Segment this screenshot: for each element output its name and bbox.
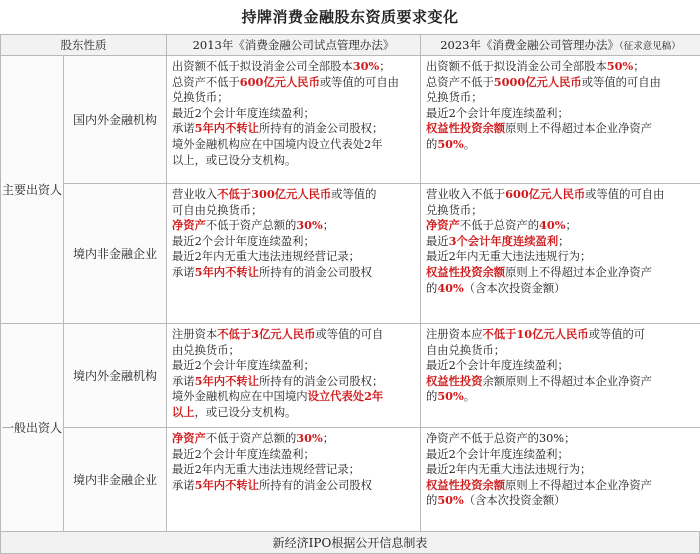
highlighted-text: 不低于10亿元人民币 bbox=[483, 327, 589, 341]
requirement-line bbox=[426, 389, 696, 405]
highlighted-text: 600亿元人民币 bbox=[240, 75, 320, 89]
requirement-text: 最近2个会计年度连续盈利； bbox=[172, 448, 315, 461]
requirement-text: 境外金融机构应在中国境内 bbox=[172, 390, 308, 403]
highlighted-text: 权益性投资余额 bbox=[426, 478, 505, 492]
requirement-line bbox=[426, 327, 696, 343]
requirement-line bbox=[172, 431, 416, 447]
requirement-line bbox=[426, 187, 696, 203]
header-2023-rules bbox=[421, 35, 700, 56]
table-title: 持牌消费金融股东资质要求变化 bbox=[0, 0, 700, 34]
requirement-text: 原则上不得超过本企业净资产 bbox=[505, 122, 652, 135]
requirement-text: 原则上不得超过本企业净资产 bbox=[505, 266, 652, 279]
requirement-line bbox=[426, 478, 696, 494]
requirement-line bbox=[426, 203, 696, 219]
requirement-line bbox=[172, 234, 416, 250]
requirement-text: 兑换货币； bbox=[172, 91, 229, 104]
requirement-text: 所持有的消金公司股权 bbox=[259, 266, 372, 279]
requirement-text: 最近2个会计年度连续盈利； bbox=[426, 359, 569, 372]
highlighted-text: 5年内不转让 bbox=[195, 265, 259, 279]
requirement-line bbox=[172, 75, 416, 91]
requirement-text: 净资产不低于总资产的30%； bbox=[426, 432, 575, 445]
requirement-text: ； bbox=[558, 235, 569, 248]
requirement-text: 最近2个会计年度连续盈利； bbox=[172, 359, 315, 372]
header-2023-title: 2023年《消费金融公司管理办法》 bbox=[440, 38, 619, 52]
requirement-text: 最近2年内无重大违法违规经营记录； bbox=[172, 250, 360, 263]
requirement-text: 以上，或已设分支机构。 bbox=[172, 154, 296, 167]
requirements-2023 bbox=[421, 428, 700, 532]
requirements-2013 bbox=[167, 324, 421, 428]
highlighted-text: 以上 bbox=[172, 405, 195, 419]
requirement-text: 承诺 bbox=[172, 479, 195, 492]
group-label-major: 主要出资人 bbox=[1, 56, 64, 324]
header-2023-note: （征求意见稿） bbox=[619, 41, 681, 52]
requirement-text: 由兑换货币； bbox=[172, 344, 240, 357]
requirement-text: 兑换货币； bbox=[426, 91, 483, 104]
requirement-text: ； bbox=[565, 219, 576, 232]
requirements-table bbox=[0, 34, 700, 532]
requirement-text: 的 bbox=[426, 282, 437, 295]
requirement-text: 或等值的可 bbox=[589, 328, 646, 341]
requirement-text: 最近2年内无重大违法违规行为； bbox=[426, 250, 591, 263]
highlighted-text: 5年内不转让 bbox=[195, 374, 259, 388]
requirement-line bbox=[426, 249, 696, 265]
requirement-line bbox=[172, 265, 416, 281]
highlighted-text: 权益性投资余额 bbox=[426, 121, 505, 135]
highlighted-text: 30% bbox=[353, 59, 379, 73]
requirement-text: 自由兑换货币； bbox=[426, 344, 505, 357]
requirement-text: 。 bbox=[464, 390, 475, 403]
requirement-line bbox=[172, 121, 416, 137]
requirement-text: 原则上不得超过本企业净资产 bbox=[505, 479, 652, 492]
requirement-text: 最近2年内无重大违法违规行为； bbox=[426, 463, 591, 476]
requirement-line bbox=[426, 106, 696, 122]
requirement-text: 的 bbox=[426, 494, 437, 507]
highlighted-text: 权益性投资 bbox=[426, 374, 483, 388]
header-row bbox=[1, 35, 700, 56]
requirement-line bbox=[172, 343, 416, 359]
requirement-line bbox=[426, 265, 696, 281]
highlighted-text: 50% bbox=[437, 493, 463, 507]
requirement-text: 最近2个会计年度连续盈利； bbox=[172, 107, 315, 120]
requirements-2023 bbox=[421, 56, 700, 184]
requirement-line bbox=[426, 218, 696, 234]
requirement-line bbox=[172, 358, 416, 374]
requirement-line bbox=[172, 137, 416, 153]
highlighted-text: 40% bbox=[437, 281, 463, 295]
table-row bbox=[1, 428, 700, 532]
institution-label: 境内非金融企业 bbox=[64, 428, 167, 532]
institution-label: 境内外金融机构 bbox=[64, 324, 167, 428]
requirement-text: 所持有的消金公司股权； bbox=[259, 122, 383, 135]
highlighted-text: 30% bbox=[296, 431, 322, 445]
source-footer: 新经济IPO根据公开信息制表 bbox=[0, 532, 700, 554]
institution-label: 境内非金融企业 bbox=[64, 184, 167, 324]
requirement-text: 境外金融机构应在中国境内设立代表处2年 bbox=[172, 138, 383, 151]
requirement-text: 可自由兑换货币； bbox=[172, 204, 262, 217]
requirement-text: 的 bbox=[426, 390, 437, 403]
requirement-text: 注册资本 bbox=[172, 328, 217, 341]
requirement-text: ； bbox=[323, 432, 334, 445]
requirement-text: 出资额不低于拟设消金公司全部股本 bbox=[172, 60, 353, 73]
requirement-line bbox=[426, 358, 696, 374]
requirement-text: 不低于总资产的 bbox=[460, 219, 539, 232]
requirement-line bbox=[172, 405, 416, 421]
requirement-text: 最近2个会计年度连续盈利； bbox=[426, 107, 569, 120]
table-row bbox=[1, 184, 700, 324]
requirement-text: 或等值的 bbox=[331, 188, 376, 201]
requirement-text: 最近 bbox=[426, 235, 449, 248]
requirement-text: 或等值的可自 bbox=[315, 328, 383, 341]
requirement-line bbox=[172, 374, 416, 390]
requirement-text: （含本次投资金额） bbox=[464, 282, 566, 295]
requirement-text: 最近2个会计年度连续盈利； bbox=[172, 235, 315, 248]
requirement-line bbox=[426, 137, 696, 153]
requirements-2013 bbox=[167, 428, 421, 532]
requirement-text: 或等值的可自由 bbox=[585, 188, 664, 201]
requirement-text: 承诺 bbox=[172, 122, 195, 135]
highlighted-text: 净资产 bbox=[426, 218, 460, 232]
table-row bbox=[1, 56, 700, 184]
requirement-line bbox=[172, 187, 416, 203]
highlighted-text: 50% bbox=[437, 389, 463, 403]
requirement-text: 的 bbox=[426, 138, 437, 151]
requirement-text: ； bbox=[633, 60, 644, 73]
requirement-line bbox=[172, 447, 416, 463]
requirement-text: 不低于资产总额的 bbox=[206, 219, 296, 232]
requirements-2023 bbox=[421, 184, 700, 324]
highlighted-text: 权益性投资余额 bbox=[426, 265, 505, 279]
requirement-text: 不低于资产总额的 bbox=[206, 432, 296, 445]
requirement-line bbox=[426, 447, 696, 463]
requirement-line bbox=[426, 234, 696, 250]
requirement-text: 承诺 bbox=[172, 266, 195, 279]
requirement-line bbox=[172, 59, 416, 75]
requirement-text: 营业收入不低于 bbox=[426, 188, 505, 201]
requirement-line bbox=[172, 389, 416, 405]
requirement-line bbox=[426, 462, 696, 478]
requirement-text: 出资额不低于拟设消金公司全部股本 bbox=[426, 60, 607, 73]
requirement-line bbox=[426, 59, 696, 75]
requirement-line bbox=[426, 121, 696, 137]
requirement-line bbox=[426, 281, 696, 297]
highlighted-text: 净资产 bbox=[172, 218, 206, 232]
requirement-text: 注册资本应 bbox=[426, 328, 483, 341]
highlighted-text: 5年内不转让 bbox=[195, 478, 259, 492]
table-row bbox=[1, 324, 700, 428]
requirement-text: 或等值的可自由 bbox=[320, 76, 399, 89]
requirement-line bbox=[426, 374, 696, 390]
requirement-text: 所持有的消金公司股权； bbox=[259, 375, 383, 388]
requirement-line bbox=[426, 493, 696, 509]
highlighted-text: 50% bbox=[437, 137, 463, 151]
header-2013-rules: 2013年《消费金融公司试点管理办法》 bbox=[167, 35, 421, 56]
requirement-text: 最近2年内无重大违法违规经营记录； bbox=[172, 463, 360, 476]
requirement-text: 总资产不低于 bbox=[426, 76, 494, 89]
requirement-text: 兑换货币； bbox=[426, 204, 483, 217]
requirement-line bbox=[172, 478, 416, 494]
requirement-text: 或等值的可自由 bbox=[582, 76, 661, 89]
requirement-text: 承诺 bbox=[172, 375, 195, 388]
requirement-text: ，或已设分支机构。 bbox=[195, 406, 297, 419]
requirement-line bbox=[172, 153, 416, 169]
highlighted-text: 5年内不转让 bbox=[195, 121, 259, 135]
requirement-text: （含本次投资金额） bbox=[464, 494, 566, 507]
requirement-line bbox=[172, 90, 416, 106]
requirement-text: 最近2个会计年度连续盈利； bbox=[426, 448, 569, 461]
requirement-text: 。 bbox=[464, 138, 475, 151]
requirement-line bbox=[172, 106, 416, 122]
requirement-line bbox=[426, 431, 696, 447]
requirement-text: 总资产不低于 bbox=[172, 76, 240, 89]
highlighted-text: 5000亿元人民币 bbox=[494, 75, 582, 89]
requirement-line bbox=[172, 462, 416, 478]
requirements-2013 bbox=[167, 184, 421, 324]
requirement-line bbox=[426, 343, 696, 359]
header-shareholder-type: 股东性质 bbox=[1, 35, 167, 56]
highlighted-text: 600亿元人民币 bbox=[505, 187, 585, 201]
highlighted-text: 不低于3亿元人民币 bbox=[217, 327, 315, 341]
requirement-line bbox=[426, 90, 696, 106]
highlighted-text: 30% bbox=[296, 218, 322, 232]
highlighted-text: 净资产 bbox=[172, 431, 206, 445]
highlighted-text: 50% bbox=[607, 59, 633, 73]
requirements-2013 bbox=[167, 56, 421, 184]
requirement-text: ； bbox=[379, 60, 390, 73]
requirement-line bbox=[172, 203, 416, 219]
highlighted-text: 3个会计年度连续盈利 bbox=[449, 234, 559, 248]
requirement-text: ； bbox=[323, 219, 334, 232]
requirement-line bbox=[426, 75, 696, 91]
highlighted-text: 40% bbox=[539, 218, 565, 232]
requirement-text: 余额原则上不得超过本企业净资产 bbox=[483, 375, 652, 388]
requirement-line bbox=[172, 249, 416, 265]
institution-label: 国内外金融机构 bbox=[64, 56, 167, 184]
highlighted-text: 不低于300亿元人民币 bbox=[217, 187, 331, 201]
highlighted-text: 设立代表处2年 bbox=[308, 389, 384, 403]
group-label-general: 一般出资人 bbox=[1, 324, 64, 532]
requirement-text: 营业收入 bbox=[172, 188, 217, 201]
requirement-line bbox=[172, 218, 416, 234]
requirements-2023 bbox=[421, 324, 700, 428]
requirement-line bbox=[172, 327, 416, 343]
requirement-text: 所持有的消金公司股权 bbox=[259, 479, 372, 492]
